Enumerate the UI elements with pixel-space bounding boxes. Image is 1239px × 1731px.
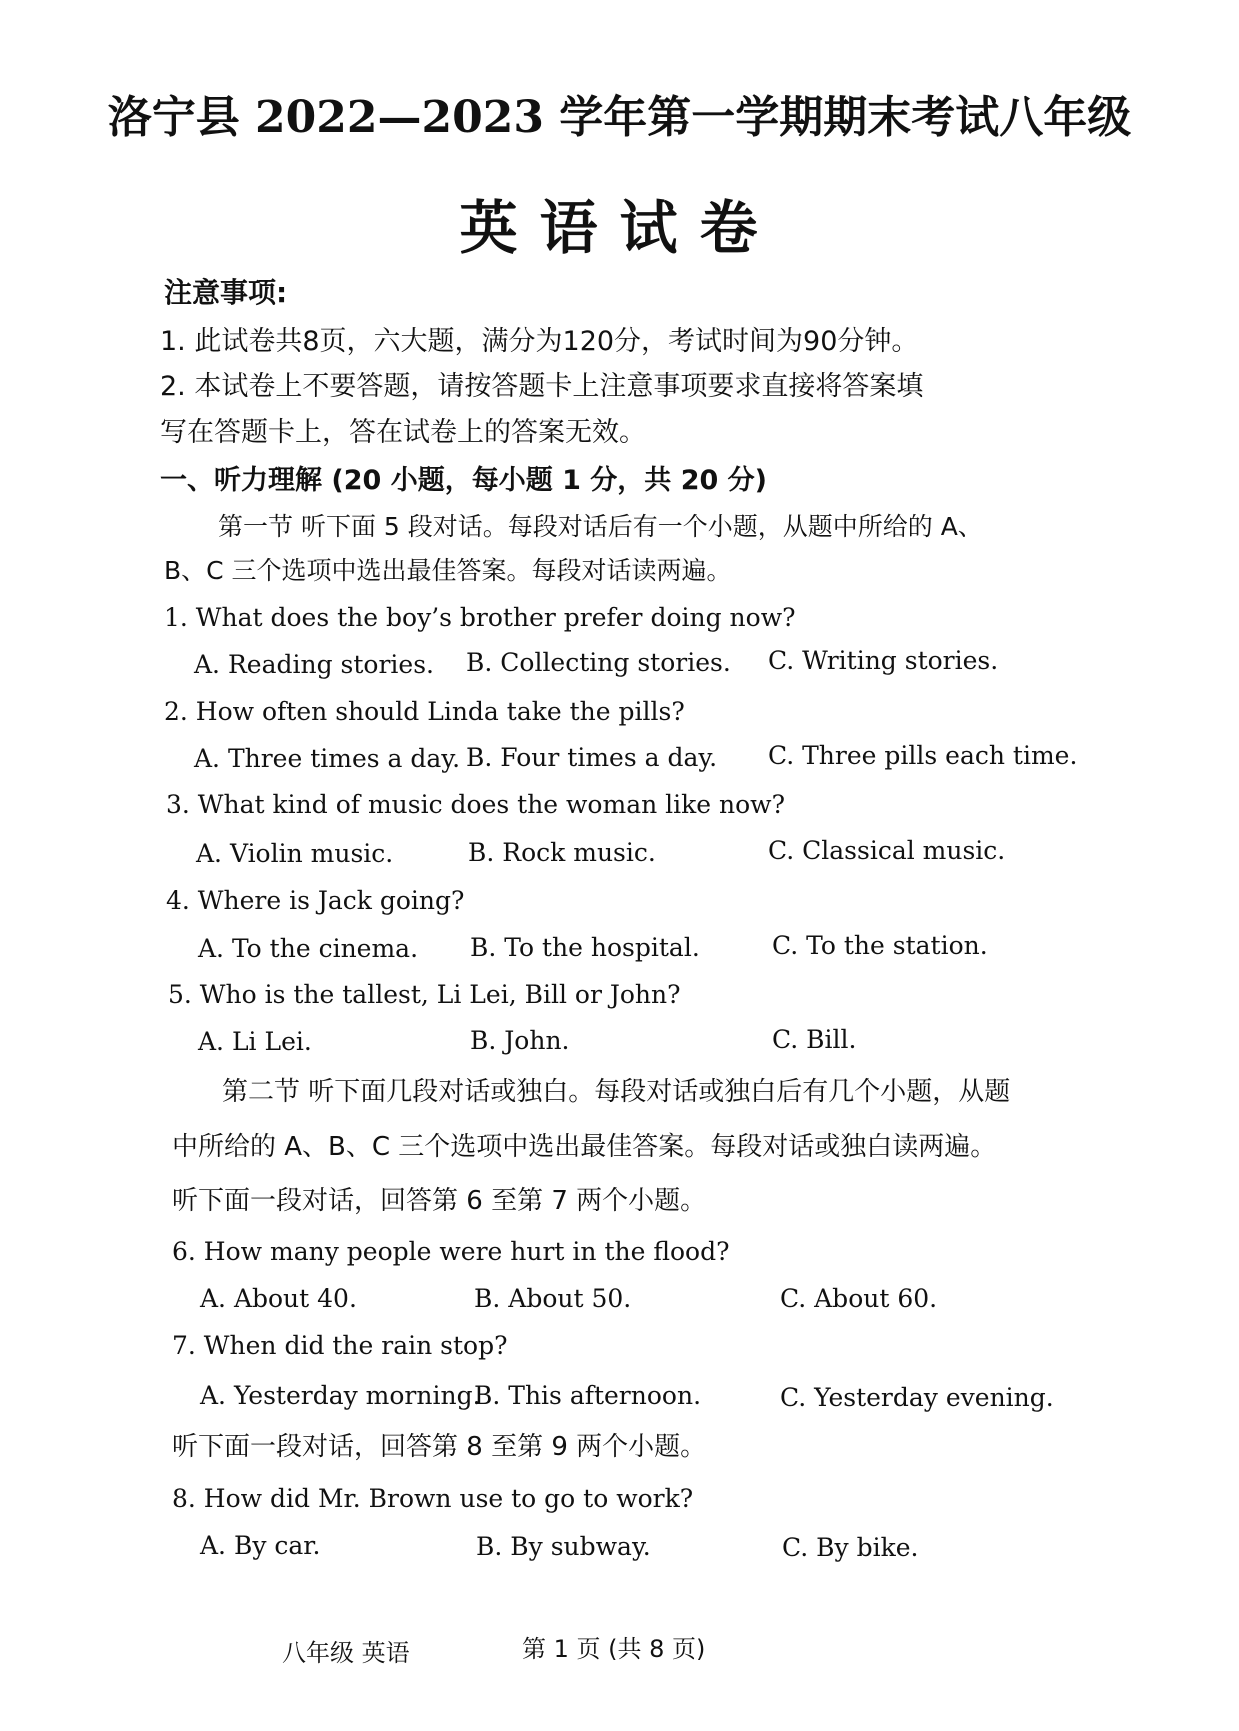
question-1-option-a: A. Reading stories. bbox=[194, 650, 434, 679]
question-2-option-c: C. Three pills each time. bbox=[768, 741, 1078, 770]
question-1-option-c: C. Writing stories. bbox=[768, 646, 999, 675]
note-item-2-line-1: 2. 本试卷上不要答题，请按答题卡上注意事项要求直接将答案填 bbox=[160, 371, 924, 402]
question-5-option-c: C. Bill. bbox=[772, 1025, 857, 1054]
question-7-option-a: A. Yesterday morning. bbox=[200, 1381, 481, 1410]
question-5-option-b: B. John. bbox=[470, 1026, 570, 1055]
question-4-option-c: C. To the station. bbox=[772, 931, 988, 960]
part-2-instructions-line-2: 中所给的 A、B、C 三个选项中选出最佳答案。每段对话或独白读两遍。 bbox=[172, 1132, 997, 1162]
question-5-option-a: A. Li Lei. bbox=[198, 1027, 312, 1056]
footer-subject: 八年级 英语 bbox=[282, 1639, 410, 1667]
note-item-1: 1. 此试卷共8页，六大题，满分为120分，考试时间为90分钟。 bbox=[160, 326, 919, 357]
note-item-2-line-2: 写在答题卡上，答在试卷上的答案无效。 bbox=[160, 417, 646, 448]
question-3-option-a: A. Violin music. bbox=[196, 839, 394, 868]
footer-page-number: 第 1 页 (共 8 页) bbox=[522, 1635, 706, 1663]
question-2-option-a: A. Three times a day. bbox=[194, 744, 461, 773]
question-6-option-c: C. About 60. bbox=[780, 1284, 938, 1313]
question-8-option-c: C. By bike. bbox=[782, 1533, 919, 1562]
part-1-instructions-line-2: B、C 三个选项中选出最佳答案。每段对话读两遍。 bbox=[164, 556, 732, 585]
question-2-option-b: B. Four times a day. bbox=[466, 743, 718, 772]
question-7: 7. When did the rain stop? bbox=[172, 1331, 508, 1360]
question-3-option-b: B. Rock music. bbox=[468, 838, 656, 867]
question-1: 1. What does the boy’s brother prefer doing now? bbox=[164, 603, 796, 632]
question-3-option-c: C. Classical music. bbox=[768, 836, 1006, 865]
question-8-option-a: A. By car. bbox=[200, 1531, 321, 1560]
exam-subtitle: 英语试卷 bbox=[459, 194, 780, 262]
exam-title: 洛宁县 2022—2023 学年第一学期期末考试八年级 bbox=[107, 92, 1132, 143]
question-2: 2. How often should Linda take the pills? bbox=[164, 697, 685, 726]
instruction-questions-6-7: 听下面一段对话，回答第 6 至第 7 两个小题。 bbox=[172, 1186, 707, 1216]
question-8: 8. How did Mr. Brown use to go to work? bbox=[172, 1484, 694, 1513]
question-8-option-b: B. By subway. bbox=[476, 1532, 651, 1561]
question-6-option-b: B. About 50. bbox=[474, 1284, 632, 1313]
question-4: 4. Where is Jack going? bbox=[166, 886, 465, 915]
question-6-option-a: A. About 40. bbox=[200, 1284, 357, 1313]
question-7-option-b: B. This afternoon. bbox=[474, 1381, 702, 1410]
question-3: 3. What kind of music does the woman like now? bbox=[166, 790, 785, 819]
part-1-instructions-line-1: 第一节 听下面 5 段对话。每段对话后有一个小题，从题中所给的 A、 bbox=[218, 512, 983, 541]
question-7-option-c: C. Yesterday evening. bbox=[780, 1383, 1054, 1412]
part-2-instructions-line-1: 第二节 听下面几段对话或独白。每段对话或独白后有几个小题，从题 bbox=[222, 1077, 1011, 1107]
section-1-heading: 一、听力理解 (20 小题，每小题 1 分，共 20 分) bbox=[160, 465, 768, 496]
notes-heading: 注意事项: bbox=[164, 276, 288, 309]
question-5: 5. Who is the tallest, Li Lei, Bill or John? bbox=[168, 980, 681, 1009]
question-4-option-b: B. To the hospital. bbox=[470, 933, 700, 962]
question-6: 6. How many people were hurt in the flood? bbox=[172, 1237, 730, 1266]
instruction-questions-8-9: 听下面一段对话，回答第 8 至第 9 两个小题。 bbox=[172, 1432, 707, 1462]
question-4-option-a: A. To the cinema. bbox=[198, 934, 419, 963]
question-1-option-b: B. Collecting stories. bbox=[466, 648, 731, 677]
